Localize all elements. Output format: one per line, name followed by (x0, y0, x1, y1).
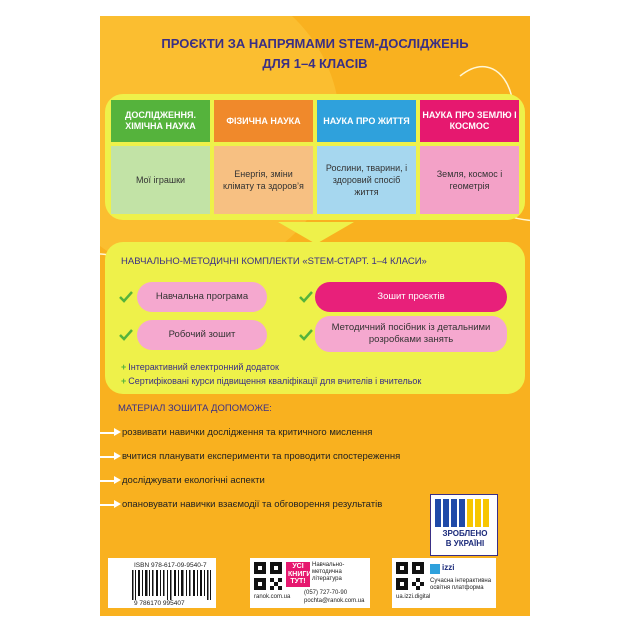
book-back-cover (100, 16, 530, 616)
ukraine-flag-icon (435, 499, 493, 527)
kit-program: Навчальна програма (137, 282, 267, 312)
badge-text: ЗРОБЛЕНО В УКРАЇНІ (442, 529, 488, 548)
izzi-logo-icon (430, 564, 440, 574)
publisher-email: pochta@ranok.com.ua (304, 598, 365, 604)
qr-code-icon (254, 562, 282, 590)
kit-projects-notebook: Зошит проєктів (315, 282, 507, 312)
kits-panel (105, 242, 525, 394)
direction-title: НАУКА ПРО ЖИТТЯ (317, 100, 416, 142)
material-item: вчитися планувати експерименти та проводити спостереження (122, 451, 401, 462)
direction-column (420, 100, 519, 214)
direction-topic: Енергія, зміни клімату та здоров’я (214, 146, 313, 214)
kit-extra: + Сертифіковані курси підвищення кваліфікації для вчителів і вчительок (121, 376, 422, 386)
izzi-box (392, 558, 496, 608)
material-item: опановувати навички взаємодії та обговорення результатів (122, 499, 383, 510)
plus-icon: + (121, 362, 127, 372)
isbn-box (108, 558, 216, 608)
izzi-tagline: Сучасна інтерактивна освітня платформа (430, 578, 492, 591)
direction-topic: Рослини, тварини, і здоровий спосіб життя (317, 146, 416, 214)
page-title (100, 34, 530, 74)
arrow-right-icon (114, 452, 121, 460)
barcode-icon (132, 570, 212, 600)
direction-column (214, 100, 313, 214)
direction-title: НАУКА ПРО ЗЕМЛЮ І КОСМОС (420, 100, 519, 142)
izzi-site: ua.izzi.digital (396, 594, 431, 600)
kit-extra: + Інтерактивний електронний додаток (121, 362, 279, 372)
qr-code-icon (396, 562, 424, 590)
title-line-1: ПРОЄКТИ ЗА НАПРЯМАМИ STEM-ДОСЛІДЖЕНЬ (161, 36, 469, 51)
checkmark-icon (299, 290, 313, 304)
izzi-name: izzi (442, 563, 455, 572)
publisher-note: Навчально-методична література (312, 562, 345, 582)
down-arrow-icon (278, 222, 354, 244)
direction-topic: Мої іграшки (111, 146, 210, 214)
checkmark-icon (119, 290, 133, 304)
material-item: досліджувати екологічні аспекти (122, 475, 265, 486)
material-title: МАТЕРІАЛ ЗОШИТА ДОПОМОЖЕ: (118, 403, 272, 414)
usi-knyhy-logo: УСІ КНИГИ ТУТ! (288, 563, 312, 585)
arrow-right-icon (114, 500, 121, 508)
made-in-ukraine-badge (430, 494, 498, 556)
kit-teacher-guide: Методичний посібник із детальними розробками занять (315, 316, 507, 352)
arrow-right-icon (114, 476, 121, 484)
publisher-box (250, 558, 370, 608)
publisher-site: ranok.com.ua (254, 594, 291, 600)
checkmark-icon (299, 328, 313, 342)
kits-title: НАВЧАЛЬНО-МЕТОДИЧНІ КОМПЛЕКТИ «STEM-СТАРТ. 1–4 КЛАСИ» (121, 256, 427, 267)
publisher-phone: (057) 727-70-90 (304, 590, 348, 596)
checkmark-icon (119, 328, 133, 342)
direction-title: ДОСЛІДЖЕННЯ. ХІМІЧНА НАУКА (111, 100, 210, 142)
direction-column (111, 100, 210, 214)
barcode-digits: 9 786170 995407 (134, 600, 185, 607)
directions-panel (105, 94, 525, 220)
arrow-right-icon (114, 428, 121, 436)
directions-table (111, 100, 519, 214)
direction-column (317, 100, 416, 214)
title-line-2: ДЛЯ 1–4 КЛАСІВ (262, 56, 368, 71)
direction-title: ФІЗИЧНА НАУКА (214, 100, 313, 142)
plus-icon: + (121, 376, 127, 386)
isbn-text: ISBN 978-617-09-9540-7 (134, 562, 207, 569)
material-item: розвивати навички дослідження та критичного мислення (122, 427, 373, 438)
kit-workbook: Робочий зошит (137, 320, 267, 350)
direction-topic: Земля, космос і геометрія (420, 146, 519, 214)
